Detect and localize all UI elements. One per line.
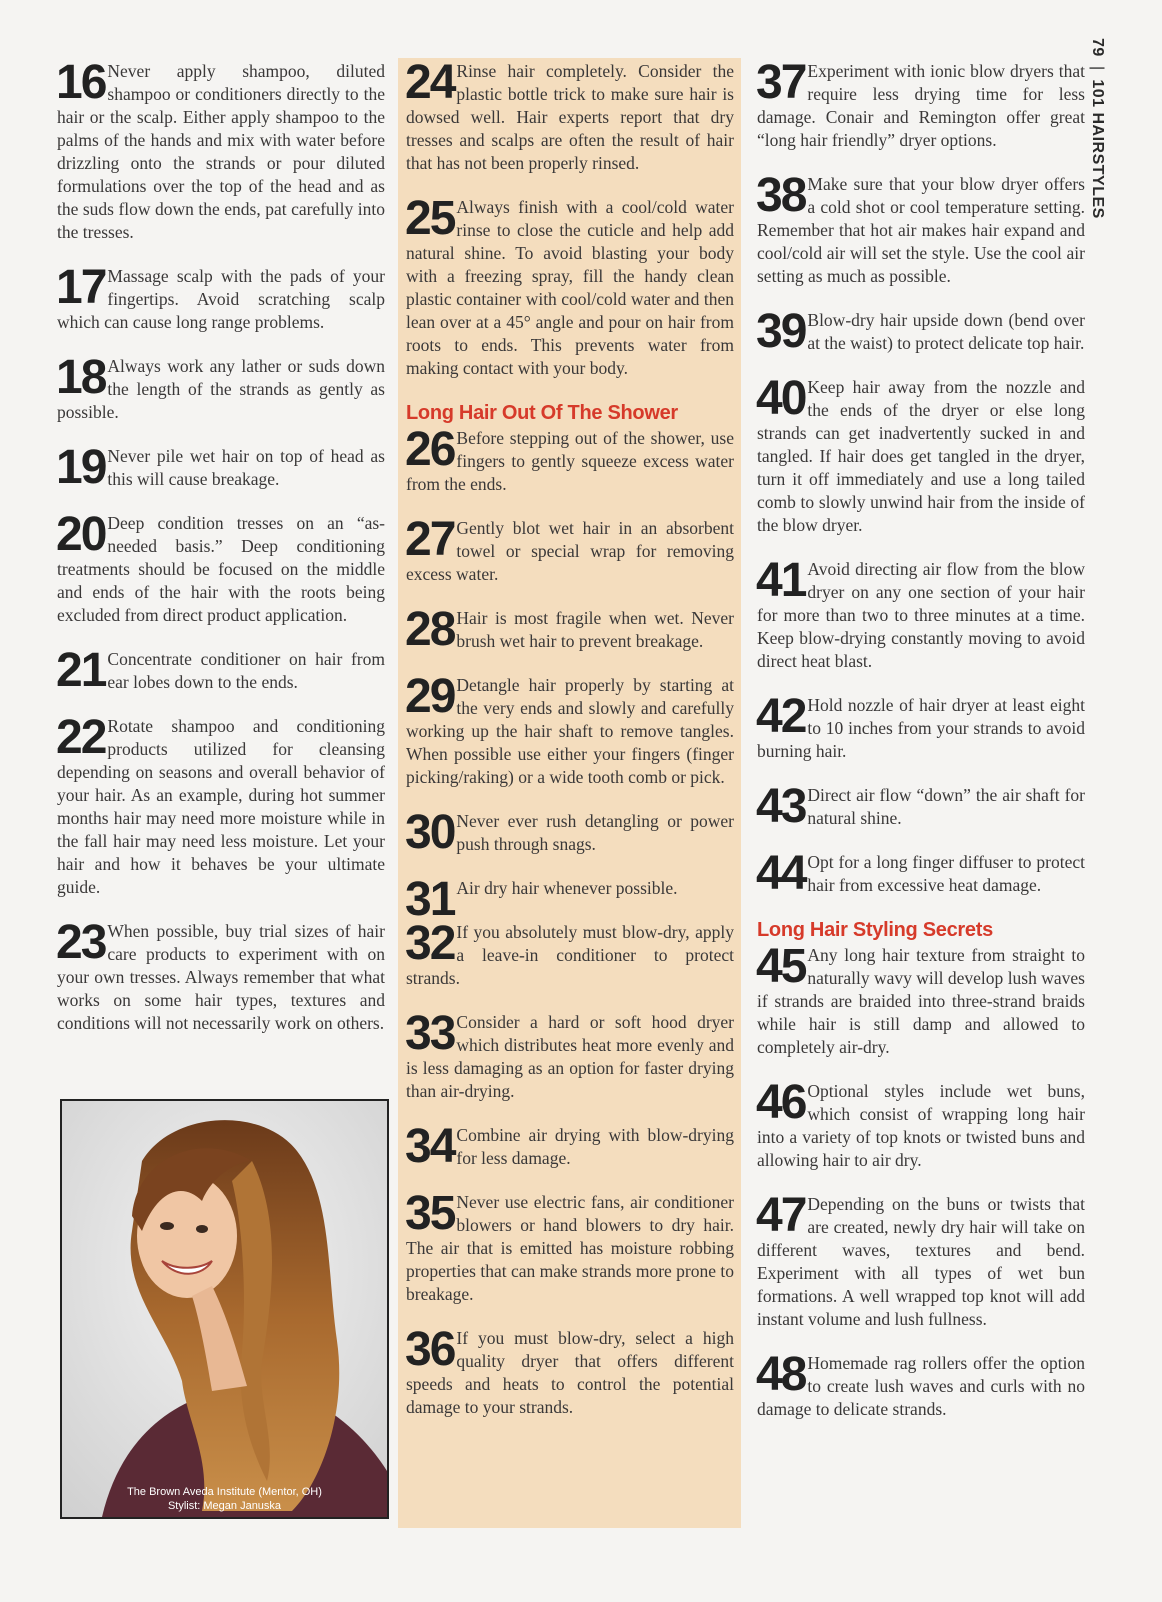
running-head: [1088, 38, 1106, 219]
tip-text: Rinse hair completely. Consider the plastic bottle trick to make sure hair is dowsed well. Hair experts report that dry tresses and scalps are often the result of hair that has not been properly rinsed.: [406, 61, 734, 173]
tip-text: Any long hair texture from straight to naturally wavy will develop lush waves if strands are braided into three-strand braids while hair is still damp and allowed to completely air-dry.: [757, 945, 1085, 1057]
tip-number: 38: [756, 169, 806, 222]
tip-text: Never apply shampoo, diluted shampoo or conditioners directly to the hair or the scalp. Either apply shampoo to the palms of the hands and mix with water before drizzling onto the strands or pour diluted formulations over the top of the head and as the suds flow down the ends, pat carefully into the tresses.: [57, 61, 385, 242]
tip-text: Consider a hard or soft hood dryer which distributes heat more evenly and is less damaging as an option for faster drying than air-drying.: [406, 1012, 734, 1101]
tip-37: [756, 56, 1085, 152]
tip-number: 40: [756, 372, 806, 425]
tip-number: 35: [405, 1187, 455, 1240]
tip-number: 16: [56, 56, 106, 109]
tip-44: [756, 847, 1085, 900]
tip-number: 18: [56, 351, 106, 404]
tip-number: 28: [405, 603, 455, 656]
photo-credit: [62, 1485, 387, 1513]
tip-42: [756, 690, 1085, 763]
tip-number: 23: [56, 916, 106, 969]
tip-17: [56, 261, 385, 334]
tip-text: Rotate shampoo and conditioning products utilized for cleansing depending on seasons and overall behavior of your hair. As an example, during hot summer months hair may need more moisture while in the fall hair may need less moisture. Let your hair and how it behaves be your ultimate guide.: [57, 716, 385, 897]
tip-text: Always finish with a cool/cold water rinse to close the cuticle and help add natural shine. To avoid blasting your body with a freezing spray, fill the handy clean plastic container with cool/cold water and then lean over at a 45° angle and pour on hair from roots to ends. This prevents water from making contact with your body.: [406, 197, 734, 378]
tip-number: 43: [756, 780, 806, 833]
tip-number: 17: [56, 261, 106, 314]
tip-text: Hold nozzle of hair dryer at least eight to 10 inches from your strands to avoid burning hair.: [757, 695, 1085, 761]
middle-column: [405, 56, 735, 1440]
tip-number: 27: [405, 513, 455, 566]
tip-text: Optional styles include wet buns, which consist of wrapping long hair into a variety of top knots or twisted buns and allowing hair to air dry.: [757, 1081, 1085, 1170]
tip-text: Gently blot wet hair in an absorbent towel or special wrap for removing excess water.: [406, 518, 734, 584]
page-number: 79: [1089, 38, 1106, 57]
tip-number: 26: [405, 423, 455, 476]
tip-number: 41: [756, 554, 806, 607]
tip-46: [756, 1076, 1085, 1172]
section-title-styling-secrets: Long Hair Styling Secrets: [757, 919, 993, 941]
tip-number: 42: [756, 690, 806, 743]
tip-27: [405, 513, 734, 586]
tip-18: [56, 351, 385, 424]
tip-number: 47: [756, 1189, 806, 1242]
tip-text: Blow-dry hair upside down (bend over at the waist) to protect delicate top hair.: [807, 310, 1085, 353]
tip-45: [756, 940, 1085, 1059]
tip-41: [756, 554, 1085, 673]
tip-text: Concentrate conditioner on hair from ear lobes down to the ends.: [107, 649, 385, 692]
tip-text: Massage scalp with the pads of your fingertips. Avoid scratching scalp which can cause long range problems.: [57, 266, 385, 332]
tip-text: Combine air drying with blow-drying for less damage.: [456, 1125, 734, 1168]
tip-38: [756, 169, 1085, 288]
tip-20: [56, 508, 385, 627]
tip-number: 30: [405, 806, 455, 859]
tip-24: [405, 56, 734, 175]
tip-39: [756, 305, 1085, 358]
tip-32: [405, 917, 734, 990]
tip-47: [756, 1189, 1085, 1331]
tip-35: [405, 1187, 735, 1306]
tip-text: Before stepping out of the shower, use fingers to gently squeeze excess water from the ends.: [406, 428, 734, 494]
tip-number: 25: [405, 192, 455, 245]
tip-number: 48: [756, 1348, 806, 1401]
right-column: [756, 56, 1085, 1442]
photo-credit-salon: The Brown Aveda Institute (Mentor, OH): [127, 1486, 322, 1498]
tip-36: [405, 1323, 734, 1419]
tip-number: 45: [756, 940, 806, 993]
tip-text: Make sure that your blow dryer offers a cold shot or cool temperature setting. Remember that hot air makes hair expand and cool/cold air will set the style. Use the cool air setting as much as possible.: [757, 174, 1085, 286]
tip-text: Experiment with ionic blow dryers that require less drying time for less damage. Conair and Remington offer great “long hair friendly” dryer options.: [757, 61, 1085, 150]
tip-text: When possible, buy trial sizes of hair care products to experiment with on your own tresses. Always remember that what works on some hair types, textures and conditions will not necessarily work on others.: [57, 921, 385, 1033]
tip-33: [405, 1007, 734, 1103]
tip-16: [56, 56, 385, 244]
tip-34: [405, 1120, 734, 1173]
tip-text: Always work any lather or suds down the length of the strands as gently as possible.: [57, 356, 385, 422]
model-photo-image: [62, 1101, 387, 1517]
photo-credit-stylist: Stylist: Megan Januska: [167, 1500, 282, 1512]
tip-43: [756, 780, 1085, 833]
tip-text: Homemade rag rollers offer the option to create lush waves and curls with no damage to delicate strands.: [757, 1353, 1085, 1419]
tip-number: 33: [405, 1007, 455, 1060]
tip-text: Air dry hair whenever possible.: [456, 878, 678, 898]
publication-title: 101 HAIRSTYLES: [1089, 79, 1106, 219]
left-column: [56, 56, 385, 1056]
model-photo: [60, 1099, 389, 1519]
tip-28: [405, 603, 734, 656]
tip-number: 44: [756, 847, 806, 900]
tip-number: 32: [405, 917, 455, 970]
tip-number: 20: [56, 508, 106, 561]
tip-text: Avoid directing air flow from the blow dryer on any one section of your hair for more than two to three minutes at a time. Keep blow-drying constantly moving to avoid direct heat blast.: [757, 559, 1085, 671]
tip-26: [405, 423, 734, 496]
tip-text: Hair is most fragile when wet. Never brush wet hair to prevent breakage.: [456, 608, 734, 651]
tip-number: 24: [405, 56, 455, 109]
tip-text: Deep condition tresses on an “as-needed basis.” Deep conditioning treatments should be focused on the middle and ends of the hair with the roots being excluded from direct product application.: [57, 513, 385, 625]
tip-number: 31: [405, 873, 455, 926]
tip-text: If you must blow-dry, select a high quality dryer that offers different speeds and heats to control the potential damage to your strands.: [406, 1328, 734, 1417]
tip-number: 36: [405, 1323, 455, 1376]
tip-text: Never use electric fans, air conditioner blowers or hand blowers to dry hair. The air that is emitted has moisture robbing properties that can make strands more prone to breakage.: [406, 1192, 735, 1304]
tip-text: Detangle hair properly by starting at the very ends and slowly and carefully working up the hair shaft to remove tangles. When possible use either your fingers (finger picking/raking) or a wide tooth comb or pick.: [406, 675, 734, 787]
tip-text: Never ever rush detangling or power push through snags.: [456, 811, 734, 854]
tip-number: 34: [405, 1120, 455, 1173]
tip-29: [405, 670, 734, 789]
tip-19: [56, 441, 385, 494]
tip-number: 46: [756, 1076, 806, 1129]
tip-text: Opt for a long finger diffuser to protect hair from excessive heat damage.: [807, 852, 1085, 895]
tip-22: [56, 711, 385, 899]
tip-number: 29: [405, 670, 455, 723]
tip-number: 37: [756, 56, 806, 109]
tip-number: 19: [56, 441, 106, 494]
tip-40: [756, 372, 1085, 537]
section-title-out-of-shower: Long Hair Out Of The Shower: [406, 402, 678, 424]
tip-23: [56, 916, 385, 1035]
tip-21: [56, 644, 385, 697]
tip-48: [756, 1348, 1085, 1421]
tip-25: [405, 192, 734, 380]
tip-text: If you absolutely must blow-dry, apply a leave-in conditioner to protect strands.: [406, 922, 734, 988]
tip-text: Never pile wet hair on top of head as this will cause breakage.: [107, 446, 385, 489]
tip-31: [405, 873, 734, 926]
tip-number: 22: [56, 711, 106, 764]
running-head-separator: |: [1089, 65, 1106, 71]
tip-30: [405, 806, 734, 859]
tip-number: 21: [56, 644, 106, 697]
tip-text: Depending on the buns or twists that are created, newly dry hair will take on different waves, textures and bend. Experiment with all types of wet bun formations. A well wrapped top knot will add instant volume and lush fullness.: [757, 1194, 1085, 1329]
tip-number: 39: [756, 305, 806, 358]
tip-text: Direct air flow “down” the air shaft for natural shine.: [807, 785, 1085, 828]
tip-text: Keep hair away from the nozzle and the ends of the dryer or else long strands can get inadvertently sucked in and tangled. If hair does get tangled in the dryer, turn it off immediately and use a long tailed comb to slowly unwind hair from the inside of the blow dryer.: [757, 377, 1085, 535]
